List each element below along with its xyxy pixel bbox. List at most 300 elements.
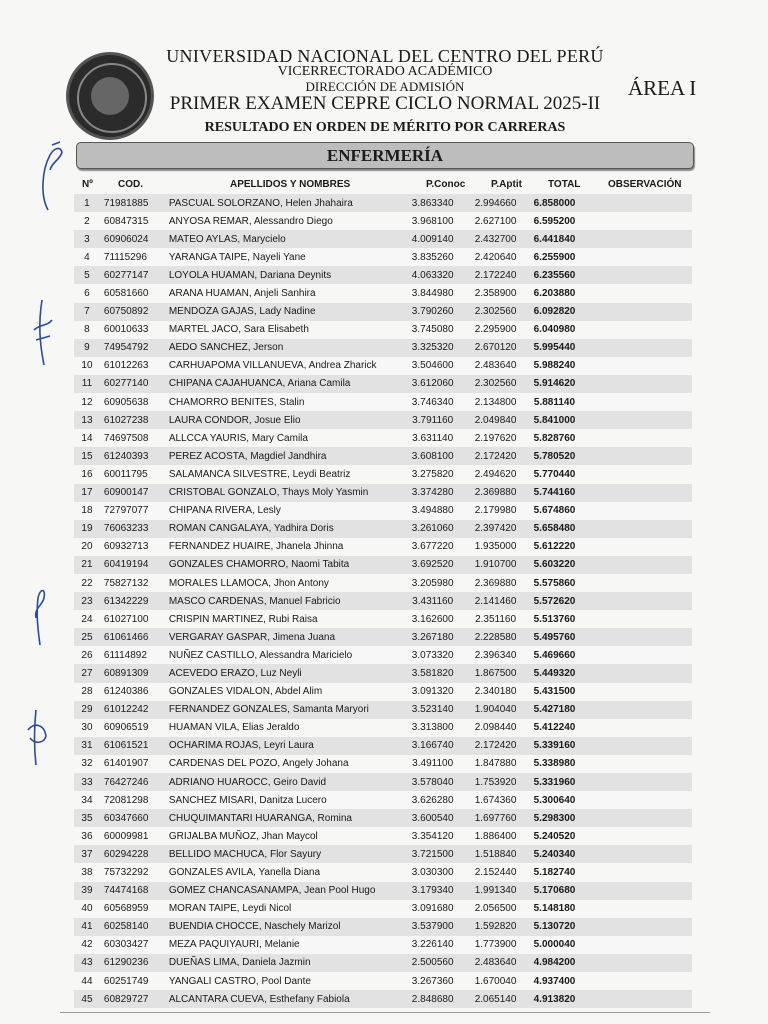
row-name: HUAMAN VILA, Elias Jeraldo (166, 719, 401, 737)
row-code: 74697508 (100, 429, 166, 447)
row-total: 5.780520 (527, 447, 583, 465)
row-number: 12 (74, 393, 100, 411)
row-number: 45 (74, 990, 100, 1008)
row-number: 37 (74, 845, 100, 863)
row-pconoc: 3.205980 (401, 574, 465, 592)
row-code: 61240386 (100, 683, 166, 701)
results-table (74, 194, 692, 1008)
row-paptit: 1.518840 (465, 845, 527, 863)
table-row (74, 502, 692, 520)
row-number: 41 (74, 918, 100, 936)
row-code: 75827132 (100, 574, 166, 592)
table-row (74, 266, 692, 284)
table-row (74, 683, 692, 701)
row-total: 5.170680 (527, 882, 583, 900)
row-observacion (582, 357, 692, 375)
row-paptit: 2.134800 (465, 393, 527, 411)
row-code: 71981885 (100, 194, 166, 212)
row-pconoc: 3.504600 (401, 357, 465, 375)
row-code: 61114892 (100, 646, 166, 664)
row-total: 5.331960 (527, 773, 583, 791)
row-total: 5.130720 (527, 918, 583, 936)
row-paptit: 2.627100 (465, 212, 527, 230)
row-number: 43 (74, 954, 100, 972)
row-paptit: 2.340180 (465, 683, 527, 701)
row-pconoc: 3.166740 (401, 737, 465, 755)
row-code: 61061521 (100, 737, 166, 755)
row-total: 5.828760 (527, 429, 583, 447)
row-pconoc: 3.626280 (401, 791, 465, 809)
row-pconoc: 3.267360 (401, 972, 465, 990)
row-total: 5.000040 (527, 936, 583, 954)
row-code: 71115296 (100, 248, 166, 266)
row-pconoc: 3.091320 (401, 683, 465, 701)
row-pconoc: 3.354120 (401, 827, 465, 845)
table-row (74, 230, 692, 248)
row-code: 60347660 (100, 809, 166, 827)
row-paptit: 1.753920 (465, 773, 527, 791)
row-number: 26 (74, 646, 100, 664)
row-observacion (582, 863, 692, 881)
table-row (74, 248, 692, 266)
table-row (74, 900, 692, 918)
row-paptit: 1.935000 (465, 538, 527, 556)
row-observacion (582, 990, 692, 1008)
row-total: 5.575860 (527, 574, 583, 592)
row-code: 60900147 (100, 484, 166, 502)
row-number: 40 (74, 900, 100, 918)
row-name: CHUQUIMANTARI HUARANGA, Romina (166, 809, 401, 827)
row-pconoc: 3.267180 (401, 628, 465, 646)
row-observacion (582, 882, 692, 900)
row-number: 4 (74, 248, 100, 266)
row-number: 27 (74, 664, 100, 682)
row-pconoc: 3.746340 (401, 393, 465, 411)
row-paptit: 2.065140 (465, 990, 527, 1008)
row-pconoc: 3.844980 (401, 284, 465, 302)
row-number: 21 (74, 556, 100, 574)
row-number: 28 (74, 683, 100, 701)
table-row (74, 863, 692, 881)
row-total: 5.469660 (527, 646, 583, 664)
row-paptit: 2.432700 (465, 230, 527, 248)
row-total: 5.658480 (527, 520, 583, 538)
row-pconoc: 3.968100 (401, 212, 465, 230)
row-name: YARANGA TAIPE, Nayeli Yane (166, 248, 401, 266)
table-row (74, 465, 692, 483)
row-total: 5.995440 (527, 339, 583, 357)
row-observacion (582, 248, 692, 266)
row-code: 76063233 (100, 520, 166, 538)
col-header-total: TOTAL (548, 179, 581, 190)
row-number: 6 (74, 284, 100, 302)
row-total: 5.298300 (527, 809, 583, 827)
row-pconoc: 3.721500 (401, 845, 465, 863)
row-pconoc: 4.009140 (401, 230, 465, 248)
row-number: 16 (74, 465, 100, 483)
row-paptit: 2.172420 (465, 447, 527, 465)
row-number: 9 (74, 339, 100, 357)
table-row (74, 791, 692, 809)
table-row (74, 212, 692, 230)
row-pconoc: 3.835260 (401, 248, 465, 266)
row-number: 36 (74, 827, 100, 845)
row-name: PASCUAL SOLORZANO, Helen Jhahaira (166, 194, 401, 212)
row-paptit: 2.351160 (465, 610, 527, 628)
row-name: ARANA HUAMAN, Anjeli Sanhira (166, 284, 401, 302)
row-code: 60251749 (100, 972, 166, 990)
row-observacion (582, 646, 692, 664)
row-name: MASCO CARDENAS, Manuel Fabricio (166, 592, 401, 610)
row-observacion (582, 321, 692, 339)
row-pconoc: 3.491100 (401, 755, 465, 773)
table-row (74, 827, 692, 845)
row-code: 61240393 (100, 447, 166, 465)
row-total: 5.431500 (527, 683, 583, 701)
table-row (74, 592, 692, 610)
row-name: SALAMANCA SILVESTRE, Leydi Beatriz (166, 465, 401, 483)
row-observacion (582, 266, 692, 284)
row-observacion (582, 393, 692, 411)
row-code: 60932713 (100, 538, 166, 556)
row-name: MORAN TAIPE, Leydi Nicol (166, 900, 401, 918)
row-paptit: 1.847880 (465, 755, 527, 773)
row-total: 5.300640 (527, 791, 583, 809)
row-observacion (582, 411, 692, 429)
table-row (74, 321, 692, 339)
row-paptit: 2.179980 (465, 502, 527, 520)
row-observacion (582, 574, 692, 592)
table-row (74, 339, 692, 357)
row-pconoc: 2.848680 (401, 990, 465, 1008)
row-pconoc: 3.863340 (401, 194, 465, 212)
row-paptit: 2.397420 (465, 520, 527, 538)
row-total: 5.449320 (527, 664, 583, 682)
row-paptit: 2.302560 (465, 375, 527, 393)
row-number: 38 (74, 863, 100, 881)
row-observacion (582, 230, 692, 248)
row-pconoc: 3.275820 (401, 465, 465, 483)
row-paptit: 1.886400 (465, 827, 527, 845)
row-name: BUENDIA CHOCCE, Naschely Marizol (166, 918, 401, 936)
row-paptit: 1.697760 (465, 809, 527, 827)
handwritten-initials-icon (26, 290, 56, 370)
row-code: 60829727 (100, 990, 166, 1008)
row-name: MEZA PAQUIYAURI, Melanie (166, 936, 401, 954)
row-total: 5.881140 (527, 393, 583, 411)
row-paptit: 2.396340 (465, 646, 527, 664)
row-number: 18 (74, 502, 100, 520)
row-code: 61401907 (100, 755, 166, 773)
row-total: 5.841000 (527, 411, 583, 429)
row-number: 20 (74, 538, 100, 556)
row-total: 6.595200 (527, 212, 583, 230)
row-total: 5.148180 (527, 900, 583, 918)
row-code: 61012242 (100, 701, 166, 719)
row-total: 6.235560 (527, 266, 583, 284)
row-pconoc: 2.500560 (401, 954, 465, 972)
table-row (74, 755, 692, 773)
row-pconoc: 3.677220 (401, 538, 465, 556)
table-row (74, 918, 692, 936)
row-name: ACEVEDO ERAZO, Luz Neyli (166, 664, 401, 682)
row-observacion (582, 664, 692, 682)
table-row (74, 538, 692, 556)
row-name: ROMAN CANGALAYA, Yadhira Doris (166, 520, 401, 538)
table-row (74, 284, 692, 302)
col-header-observacion: OBSERVACIÓN (608, 179, 682, 190)
row-name: CHAMORRO BENITES, Stalin (166, 393, 401, 411)
row-code: 60010633 (100, 321, 166, 339)
row-code: 60011795 (100, 465, 166, 483)
row-code: 74474168 (100, 882, 166, 900)
row-number: 10 (74, 357, 100, 375)
row-name: FERNANDEZ HUAIRE, Jhanela Jhinna (166, 538, 401, 556)
row-name: DUEÑAS LIMA, Daniela Jazmin (166, 954, 401, 972)
row-paptit: 2.369880 (465, 574, 527, 592)
row-pconoc: 3.600540 (401, 809, 465, 827)
row-code: 61027100 (100, 610, 166, 628)
row-number: 31 (74, 737, 100, 755)
university-name: UNIVERSIDAD NACIONAL DEL CENTRO DEL PERÚ (166, 46, 604, 66)
table-row (74, 809, 692, 827)
table-row (74, 484, 692, 502)
table-row (74, 701, 692, 719)
row-paptit: 1.773900 (465, 936, 527, 954)
row-number: 15 (74, 447, 100, 465)
row-code: 60906024 (100, 230, 166, 248)
row-code: 60009981 (100, 827, 166, 845)
row-paptit: 2.172420 (465, 737, 527, 755)
row-observacion (582, 628, 692, 646)
table-row (74, 773, 692, 791)
row-observacion (582, 683, 692, 701)
row-code: 60258140 (100, 918, 166, 936)
row-total: 4.984200 (527, 954, 583, 972)
row-name: MATEO AYLAS, Marycielo (166, 230, 401, 248)
row-total: 5.914620 (527, 375, 583, 393)
row-code: 75732292 (100, 863, 166, 881)
row-number: 24 (74, 610, 100, 628)
table-row (74, 429, 692, 447)
row-observacion (582, 284, 692, 302)
row-name: LOYOLA HUAMAN, Dariana Deynits (166, 266, 401, 284)
row-total: 6.255900 (527, 248, 583, 266)
row-total: 5.603220 (527, 556, 583, 574)
row-observacion (582, 954, 692, 972)
exam-title: PRIMER EXAMEN CEPRE CICLO NORMAL 2025-II (169, 93, 601, 114)
row-pconoc: 3.226140 (401, 936, 465, 954)
row-pconoc: 3.030300 (401, 863, 465, 881)
row-name: GONZALES AVILA, Yanella Diana (166, 863, 401, 881)
row-name: GRIJALBA MUÑOZ, Jhan Maycol (166, 827, 401, 845)
row-name: CRISPIN MARTINEZ, Rubi Raisa (166, 610, 401, 628)
table-row (74, 357, 692, 375)
footer-divider (60, 1012, 710, 1013)
row-paptit: 2.494620 (465, 465, 527, 483)
row-code: 74954792 (100, 339, 166, 357)
row-pconoc: 3.073320 (401, 646, 465, 664)
row-observacion (582, 719, 692, 737)
row-name: AEDO SANCHEZ, Jerson (166, 339, 401, 357)
row-number: 13 (74, 411, 100, 429)
row-pconoc: 3.631140 (401, 429, 465, 447)
row-number: 32 (74, 755, 100, 773)
row-total: 6.092820 (527, 303, 583, 321)
direccion-label: DIRECCIÓN DE ADMISIÓN (305, 79, 465, 94)
row-name: GOMEZ CHANCASANAMPA, Jean Pool Hugo (166, 882, 401, 900)
row-number: 7 (74, 303, 100, 321)
row-number: 23 (74, 592, 100, 610)
row-name: ANYOSA REMAR, Alessandro Diego (166, 212, 401, 230)
row-observacion (582, 791, 692, 809)
col-header-name: APELLIDOS Y NOMBRES (230, 179, 351, 190)
row-pconoc: 3.745080 (401, 321, 465, 339)
row-paptit: 2.228580 (465, 628, 527, 646)
row-code: 61027238 (100, 411, 166, 429)
row-number: 35 (74, 809, 100, 827)
table-row (74, 845, 692, 863)
row-total: 5.339160 (527, 737, 583, 755)
row-paptit: 1.991340 (465, 882, 527, 900)
row-code: 60847315 (100, 212, 166, 230)
row-total: 5.240520 (527, 827, 583, 845)
career-banner: ENFERMERÍA (76, 142, 694, 169)
row-observacion (582, 212, 692, 230)
row-observacion (582, 502, 692, 520)
row-number: 11 (74, 375, 100, 393)
row-name: YANGALI CASTRO, Pool Dante (166, 972, 401, 990)
row-paptit: 2.049840 (465, 411, 527, 429)
row-name: BELLIDO MACHUCA, Flor Sayury (166, 845, 401, 863)
row-total: 4.913820 (527, 990, 583, 1008)
table-row (74, 719, 692, 737)
row-total: 5.988240 (527, 357, 583, 375)
handwritten-mark-icon (26, 580, 52, 650)
row-name: MENDOZA GAJAS, Lady Nadine (166, 303, 401, 321)
row-pconoc: 3.692520 (401, 556, 465, 574)
row-code: 72797077 (100, 502, 166, 520)
row-pconoc: 3.537900 (401, 918, 465, 936)
col-header-number: Nº (82, 179, 93, 190)
row-total: 5.513760 (527, 610, 583, 628)
table-row (74, 936, 692, 954)
row-observacion (582, 556, 692, 574)
row-total: 5.495760 (527, 628, 583, 646)
table-row (74, 303, 692, 321)
row-paptit: 2.420640 (465, 248, 527, 266)
row-code: 60568959 (100, 900, 166, 918)
table-row (74, 646, 692, 664)
row-total: 4.937400 (527, 972, 583, 990)
row-name: OCHARIMA ROJAS, Leyri Laura (166, 737, 401, 755)
row-paptit: 2.141460 (465, 592, 527, 610)
table-row (74, 411, 692, 429)
row-total: 5.770440 (527, 465, 583, 483)
row-observacion (582, 972, 692, 990)
row-name: CARHUAPOMA VILLANUEVA, Andrea Zharick (166, 357, 401, 375)
row-number: 44 (74, 972, 100, 990)
table-row (74, 882, 692, 900)
row-name: PEREZ ACOSTA, Magdiel Jandhira (166, 447, 401, 465)
row-pconoc: 3.091680 (401, 900, 465, 918)
row-observacion (582, 465, 692, 483)
row-code: 60905638 (100, 393, 166, 411)
row-paptit: 1.904040 (465, 701, 527, 719)
row-number: 42 (74, 936, 100, 954)
area-label: ÁREA I (628, 76, 697, 100)
row-total: 6.441840 (527, 230, 583, 248)
row-code: 60303427 (100, 936, 166, 954)
row-paptit: 1.674360 (465, 791, 527, 809)
row-number: 33 (74, 773, 100, 791)
row-code: 60581660 (100, 284, 166, 302)
row-code: 61342229 (100, 592, 166, 610)
row-pconoc: 3.374280 (401, 484, 465, 502)
row-number: 19 (74, 520, 100, 538)
row-observacion (582, 339, 692, 357)
row-observacion (582, 737, 692, 755)
table-row (74, 447, 692, 465)
row-pconoc: 3.325320 (401, 339, 465, 357)
row-number: 5 (74, 266, 100, 284)
row-paptit: 1.592820 (465, 918, 527, 936)
row-number: 14 (74, 429, 100, 447)
row-pconoc: 3.523140 (401, 701, 465, 719)
row-observacion (582, 900, 692, 918)
row-total: 5.612220 (527, 538, 583, 556)
row-name: GONZALES VIDALON, Abdel Alim (166, 683, 401, 701)
row-observacion (582, 701, 692, 719)
table-row (74, 574, 692, 592)
row-paptit: 2.098440 (465, 719, 527, 737)
row-paptit: 2.197620 (465, 429, 527, 447)
handwritten-mark-2-icon (22, 690, 52, 770)
row-code: 60294228 (100, 845, 166, 863)
row-pconoc: 3.578040 (401, 773, 465, 791)
row-pconoc: 3.494880 (401, 502, 465, 520)
row-number: 1 (74, 194, 100, 212)
row-code: 60906519 (100, 719, 166, 737)
row-paptit: 2.172240 (465, 266, 527, 284)
row-number: 34 (74, 791, 100, 809)
row-name: GONZALES CHAMORRO, Naomi Tabita (166, 556, 401, 574)
row-total: 5.674860 (527, 502, 583, 520)
row-code: 61061466 (100, 628, 166, 646)
row-code: 60277147 (100, 266, 166, 284)
row-observacion (582, 773, 692, 791)
row-observacion (582, 809, 692, 827)
row-paptit: 2.994660 (465, 194, 527, 212)
row-pconoc: 3.179340 (401, 882, 465, 900)
table-row (74, 990, 692, 1008)
row-number: 39 (74, 882, 100, 900)
row-observacion (582, 827, 692, 845)
vicerrectorado-label: VICERRECTORADO ACADÉMICO (277, 64, 493, 79)
row-pconoc: 4.063320 (401, 266, 465, 284)
row-name: SANCHEZ MISARI, Danitza Lucero (166, 791, 401, 809)
row-total: 6.858000 (527, 194, 583, 212)
row-number: 30 (74, 719, 100, 737)
row-observacion (582, 429, 692, 447)
university-seal-icon (66, 52, 154, 140)
row-pconoc: 3.608100 (401, 447, 465, 465)
row-name: CHIPANA RIVERA, Lesly (166, 502, 401, 520)
row-name: MARTEL JACO, Sara Elisabeth (166, 321, 401, 339)
results-table-body (74, 194, 692, 1008)
table-row (74, 194, 692, 212)
row-observacion (582, 845, 692, 863)
